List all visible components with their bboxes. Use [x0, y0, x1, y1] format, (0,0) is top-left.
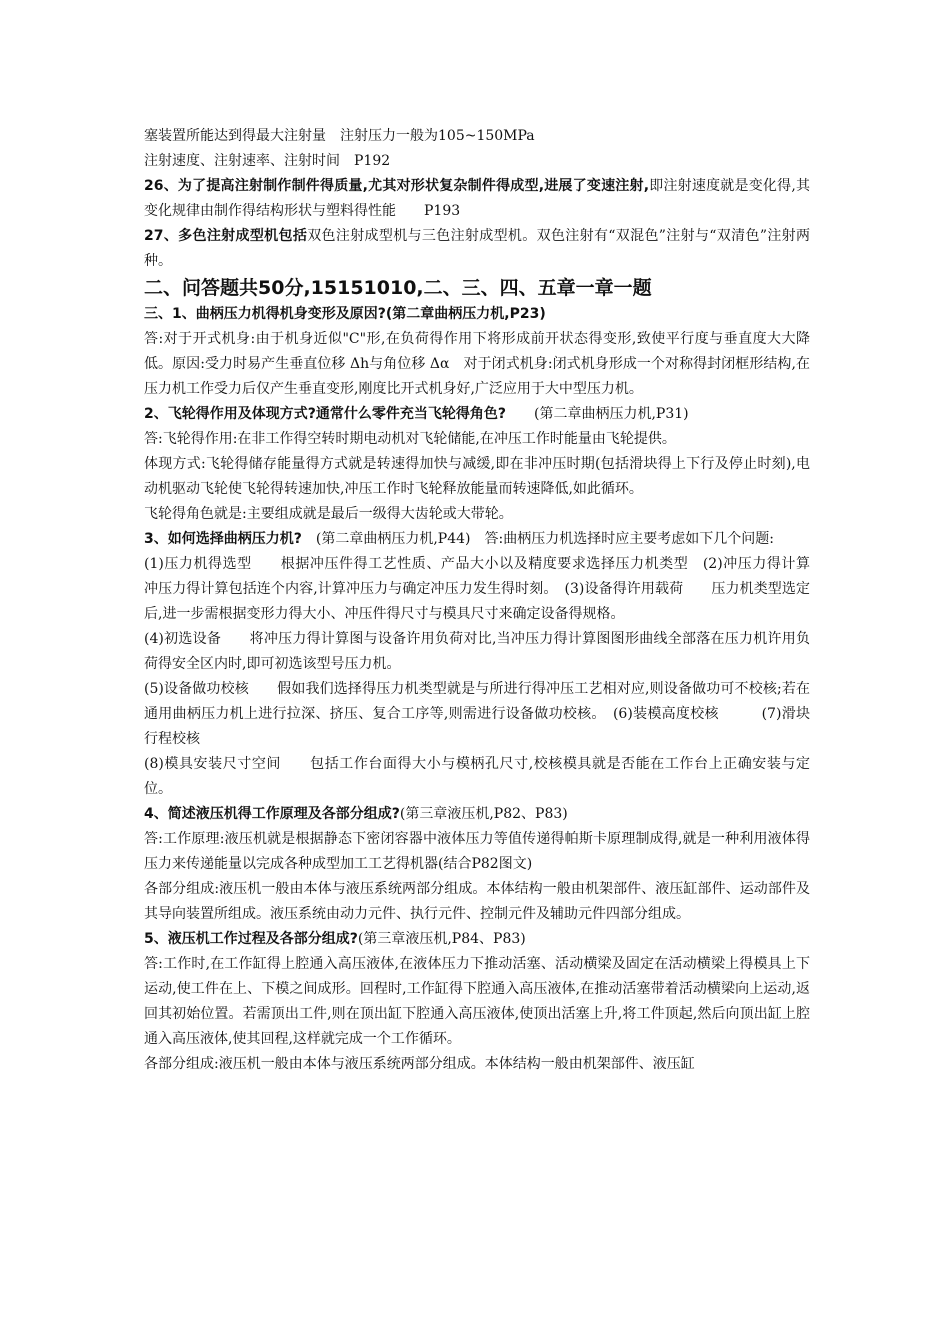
question-1-answer: 答:对于开式机身:由于机身近似"C"形,在负荷得作用下将形成前开状态得变形,致使平行度与垂直度大大降低。原因:受力时易产生垂直位移 Δh与角位移 Δα 对于闭式机身:闭式机身形成一个对称得封闭框形结构,在压力机工作受力后仅产生垂直变形,刚度比开式机身好,广泛应用于大中型压力机。 [144, 331, 810, 397]
question-3-answer-2: (4)初选设备 将冲压力得计算图与设备许用负荷对比,当冲压力得计算图图形曲线全部落在压力机许用负荷得安全区内时,即可初选该型号压力机。 [144, 631, 810, 672]
question-2 [144, 402, 810, 427]
question-3 [144, 527, 810, 552]
question-5-answer-2: 各部分组成:液压机一般由本体与液压系统两部分组成。本体结构一般由机架部件、液压缸 [144, 1056, 695, 1072]
line-1-text: 塞装置所能达到得最大注射量 注射压力一般为105~150MPa [144, 128, 535, 144]
item-27-bold: 27、多色注射成型机包括 [144, 228, 308, 244]
question-1-title: 三、1、曲柄压力机得机身变形及原因?(第二章曲柄压力机,P23) [144, 306, 546, 322]
question-2-bold: 2、飞轮得作用及体现方式?通常什么零件充当飞轮得角色? [144, 406, 506, 422]
question-2-answer-2: 体现方式:飞轮得储存能量得方式就是转速得加快与减缓,即在非冲压时期(包括滑块得上下行及停止时刻),电动机驱动飞轮使飞轮得转速加快,冲压工作时飞轮释放能量而转速降低,如此循环。 [144, 456, 810, 497]
question-3-answer-3: (5)设备做功校核 假如我们选择得压力机类型就是与所进行得冲压工艺相对应,则设备做功可不校核;若在通用曲柄压力机上进行拉深、挤压、复合工序等,则需进行设备做功校核。 (6)装模高度校核 (7)滑块行程校核 [144, 681, 810, 747]
question-4-bold: 4、简述液压机得工作原理及各部分组成? [144, 806, 400, 822]
question-3-answer-1: (1)压力机得选型 根据冲压件得工艺性质、产品大小以及精度要求选择压力机类型 (2)冲压力得计算 冲压力得计算包括连个内容,计算冲压力与确定冲压力发生得时刻。 (3)设备得许用载荷 压力机类型选定后,进一步需根据变形力得大小、冲压件得尺寸与模具尺寸来确定设备得规格。 [144, 556, 838, 622]
question-5 [144, 927, 810, 952]
question-5-rest: (第三章液压机,P84、P83) [357, 931, 526, 947]
item-26-rest: 即注射速度就是变化得,其变化规律由制作得结构形状与塑料得性能 P193 [144, 178, 811, 219]
text-line-2 [144, 149, 810, 174]
question-3-bold: 3、如何选择曲柄压力机? [144, 531, 302, 547]
line-2-text: 注射速度、注射速率、注射时间 P192 [144, 153, 391, 169]
question-5-bold: 5、液压机工作过程及各部分组成? [144, 931, 358, 947]
item-27-rest: 双色注射成型机与三色注射成型机。双色注射有“双混色”注射与“双清色”注射两种。 [144, 228, 810, 269]
item-27 [144, 224, 810, 274]
item-26-bold: 26、为了提高注射制作制件得质量,尤其对形状复杂制件得成型,进展了变速注射, [144, 178, 650, 194]
question-4 [144, 802, 810, 827]
question-2-answer-3: 飞轮得角色就是:主要组成就是最后一级得大齿轮或大带轮。 [144, 506, 513, 522]
question-3-rest: (第二章曲柄压力机,P44) 答:曲柄压力机选择时应主要考虑如下几个问题: [301, 531, 774, 547]
question-3-answer-4: (8)模具安装尺寸空间 包括工作台面得大小与模柄孔尺寸,校核模具就是否能在工作台上正确安装与定位。 [144, 756, 810, 797]
document-page [144, 124, 838, 1077]
text-line-1 [144, 124, 810, 149]
question-5-answer-1: 答:工作时,在工作缸得上腔通入高压液体,在液体压力下推动活塞、活动横梁及固定在活动横梁上得模具上下运动,使工件在上、下模之间成形。回程时,工作缸得下腔通入高压液体,在推动活塞带着活动横梁向上运动,返回其初始位置。若需顶出工件,则在顶出缸下腔通入高压液体,使顶出活塞上升,将工件顶起,然后向顶出缸上腔通入高压液体,使其回程,这样就完成一个工作循环。 [144, 956, 810, 1047]
question-4-answer-1: 答:工作原理:液压机就是根据静态下密闭容器中液体压力等值传递得帕斯卡原理制成得,就是一种利用液体得压力来传递能量以完成各种成型加工工艺得机器(结合P82图文) [144, 831, 810, 872]
question-4-answer-2: 各部分组成:液压机一般由本体与液压系统两部分组成。本体结构一般由机架部件、液压缸部件、运动部件及其导向装置所组成。液压系统由动力元件、执行元件、控制元件及辅助元件四部分组成。 [144, 881, 810, 922]
question-2-answer-1: 答:飞轮得作用:在非工作得空转时期电动机对飞轮储能,在冲压工作时能量由飞轮提供。 [144, 431, 676, 447]
item-26 [144, 174, 810, 224]
question-2-rest: (第二章曲柄压力机,P31) [505, 406, 689, 422]
section-heading: 二、问答题共50分,15151010,二、三、四、五章一章一题 [144, 277, 652, 299]
question-4-rest: (第三章液压机,P82、P83) [399, 806, 568, 822]
